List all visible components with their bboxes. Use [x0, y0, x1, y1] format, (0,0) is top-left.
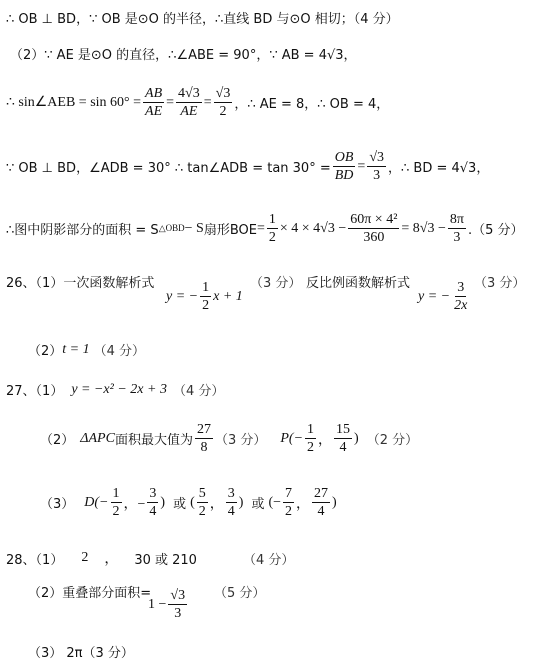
t-value: t = 1	[62, 341, 90, 357]
equals: =	[256, 220, 265, 236]
subscript-obd: △OBD	[158, 223, 185, 234]
fraction-sector	[348, 212, 399, 246]
numerator: 3	[226, 486, 237, 503]
fraction-3-4	[147, 486, 158, 520]
fraction-5-2	[197, 486, 208, 520]
denominator: 2	[307, 440, 315, 456]
q26-part-2	[28, 340, 145, 359]
line-3-lead: ∴ sin∠AEB = sin 60° =	[6, 95, 142, 111]
separator: ，	[318, 432, 333, 448]
denominator: 4	[149, 504, 157, 520]
fraction-1-2	[305, 422, 316, 456]
eq-tail: x + 1	[213, 288, 243, 304]
line-4-tail: ，∴ BD = 4√3，	[388, 161, 490, 177]
fraction-1-2	[111, 486, 122, 520]
fraction-4sqrt3-ae	[176, 86, 202, 120]
numerator: 1	[200, 280, 211, 297]
part-label: （2）	[40, 433, 75, 449]
paren-close: )	[238, 494, 244, 510]
numerator: 7	[283, 486, 294, 503]
score: .（5 分）	[467, 223, 524, 239]
numerator: 60π × 4²	[348, 212, 399, 229]
denominator: 2	[198, 504, 206, 520]
max-area-label: 面积最大值为	[114, 433, 193, 449]
fraction-sqrt3-2	[214, 86, 233, 120]
score: （4 分）	[242, 552, 295, 568]
fraction-sqrt3-3	[367, 150, 386, 184]
q27-part-1	[6, 380, 224, 399]
score: （4 分）	[93, 344, 146, 359]
numerator: 27	[312, 486, 330, 503]
fraction-ab-ae	[143, 86, 164, 120]
denominator: 3	[453, 230, 461, 246]
denominator: 8	[200, 440, 208, 456]
denominator: BD	[334, 168, 354, 184]
line-1: ∴ OB ⊥ BD，∵ OB 是⊙O 的半径，∴直线 BD 与⊙O 相切；（4 分）	[6, 12, 399, 27]
line-4-lead: ∵ OB ⊥ BD，∠ADB = 30° ∴ tan∠ADB = tan 30° =	[6, 161, 331, 177]
numerator: √3	[367, 150, 386, 167]
numerator: 1	[267, 212, 278, 229]
q28-part-1	[6, 548, 294, 568]
denominator: 2	[268, 230, 276, 246]
q28-part-2-expr	[148, 588, 189, 622]
line-4: ∵ OB ⊥ BD，∠ADB = 30° ∴ tan∠ADB = tan 30° = $\frac{OB}{BD}$ = $\frac{√3}{3}$ ，∴ BD = 4√3，	[6, 150, 490, 184]
denominator: 2	[202, 298, 210, 314]
fraction-15-4	[334, 422, 352, 456]
expr-lead: 1 −	[148, 596, 167, 612]
numerator: √3	[168, 588, 187, 605]
fraction-1-2	[267, 212, 278, 246]
fraction-3-4	[226, 486, 237, 520]
q28-label: 28、（1）	[6, 552, 64, 568]
numerator: 3	[455, 280, 466, 297]
minus-s: − S	[184, 220, 204, 236]
line-2: （2）∵ AE 是⊙O 的直径，∴∠ABE = 90°，∵ AB = 4√3，	[10, 48, 357, 63]
numerator: 1	[111, 486, 122, 503]
line-5	[6, 212, 524, 246]
separator: ，	[296, 496, 311, 512]
separator: ，−	[123, 496, 146, 512]
denominator: 2	[285, 504, 293, 520]
or-word: 或	[251, 497, 265, 513]
eq-lead: y = −	[418, 288, 451, 304]
denominator: 2x	[454, 298, 468, 314]
fraction-8pi-3	[448, 212, 466, 246]
numerator: OB	[333, 150, 356, 167]
fraction-7-2	[283, 486, 294, 520]
q28-part-2-score: （5 分）	[214, 586, 266, 601]
or-word: 或	[173, 497, 187, 513]
paren-open: (	[190, 494, 195, 510]
q26-inverse-eq	[418, 280, 471, 314]
answer-value-1: 2	[81, 550, 89, 565]
denominator: 2	[219, 104, 227, 120]
q28-part-3: （3） 2π（3 分）	[28, 646, 134, 661]
denominator: AE	[180, 104, 198, 120]
score: （2 分）	[366, 433, 419, 449]
numerator: 15	[334, 422, 352, 439]
fraction-27-4	[312, 486, 330, 520]
denominator: 360	[363, 230, 385, 246]
line-3: ∴ sin∠AEB = sin 60° = $\frac{AB}{AE}$ = $\frac{4√3}{AE}$ = $\frac{√3}{2}$ ，∴ AE = 8，∴ OB = 4，	[6, 86, 390, 120]
numerator: 8π	[448, 212, 466, 229]
product-term: × 4 × 4√3 −	[279, 220, 347, 236]
denominator: 4	[317, 504, 325, 520]
numerator: 1	[305, 422, 316, 439]
answer-value-2: 30 或 210	[134, 552, 197, 568]
fraction-27-8	[195, 422, 213, 456]
shaded-area-label: ∴图中阴影部分的面积 = S	[6, 223, 159, 239]
part-label: （2）	[28, 344, 63, 359]
part-label: （3）	[40, 497, 75, 513]
result-term: = 8√3 −	[401, 220, 446, 236]
q27-label: 27、（1）	[6, 384, 64, 399]
eq-lead: y = −	[166, 288, 199, 304]
fraction-ob-bd	[333, 150, 356, 184]
score: （4 分）	[172, 384, 225, 399]
fraction-3-2x	[452, 280, 469, 314]
parabola-eq: y = −x² − 2x + 3	[71, 381, 167, 397]
numerator: 27	[195, 422, 213, 439]
paren-close: )	[332, 494, 337, 510]
q26-label: 26、（1）一次函数解析式	[6, 276, 155, 291]
q27-part-3	[40, 486, 337, 520]
line-3-tail: ，∴ AE = 8，∴ OB = 4，	[234, 97, 390, 113]
point-p: P(−	[280, 430, 304, 446]
numerator: 4√3	[176, 86, 202, 103]
separator: ，	[209, 496, 224, 512]
denominator: 3	[373, 168, 381, 184]
q26-score-1: （3 分）	[250, 276, 302, 291]
paren-close: )	[354, 430, 359, 446]
numerator: AB	[143, 86, 164, 103]
denominator: AE	[145, 104, 163, 120]
denominator: 4	[227, 504, 235, 520]
denominator: 2	[112, 504, 120, 520]
q27-part-2	[40, 422, 418, 456]
fraction-sqrt3-3	[168, 588, 187, 622]
q26-mid: 反比例函数解析式	[306, 276, 411, 291]
paren-close: )	[160, 494, 166, 510]
fraction-1-2	[200, 280, 211, 314]
denominator: 4	[339, 440, 347, 456]
numerator: √3	[214, 86, 233, 103]
point-d: D(−	[84, 494, 109, 510]
separator: ，	[104, 552, 119, 567]
triangle-apc: ΔAPC	[80, 430, 115, 446]
denominator: 3	[174, 606, 182, 622]
q26-linear-eq	[166, 280, 243, 314]
q26-score-2: （3 分）	[474, 276, 526, 291]
paren-open: (−	[268, 494, 282, 510]
numerator: 5	[197, 486, 208, 503]
numerator: 3	[147, 486, 158, 503]
q28-part-2-label: （2）重叠部分面积=	[28, 586, 152, 601]
subscript-sector: 扇形BOE	[203, 223, 257, 239]
score: （3 分）	[214, 433, 267, 449]
